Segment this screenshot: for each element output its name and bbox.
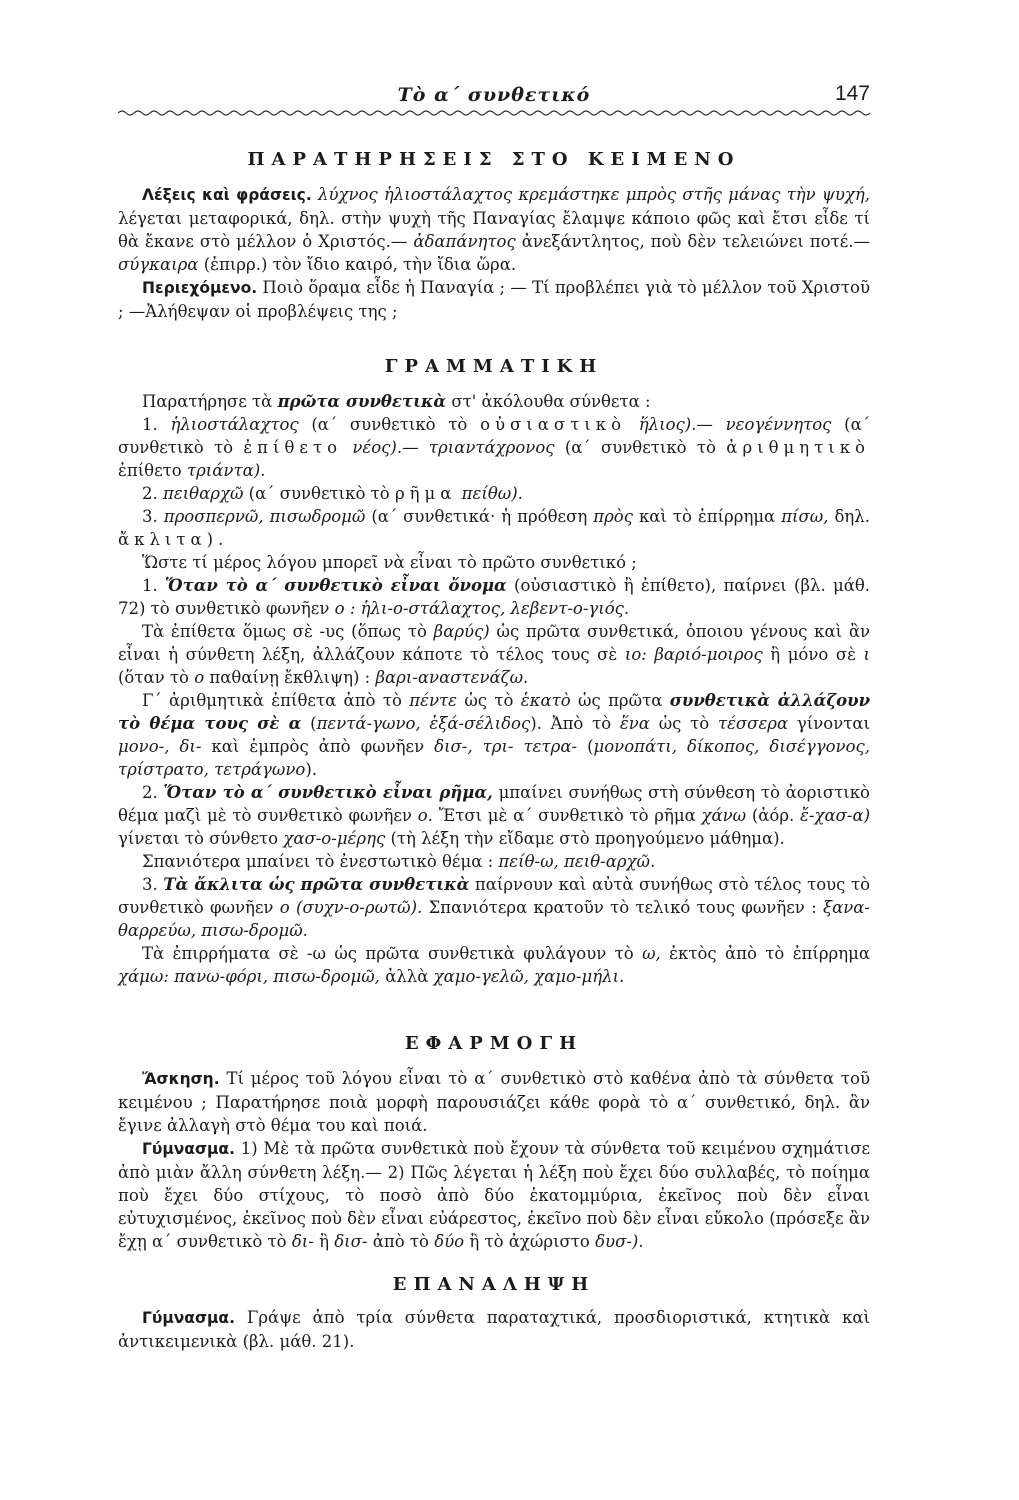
lead-drill: Γύμνασμα. — [142, 1140, 235, 1158]
grammar-example-1: 1. ἡλιοστάλαχτος (α΄ συνθετικὸ τὸ οὐσιαστικὸ ἥλιος).— νεογέννητος (α΄ συνθετικὸ τὸ ἐπίθετο νέος).— τριαντάχρονος (α΄ συνθετικὸ τὸ ἀριθμητικὸ ἐπίθετο τριάντα). — [118, 415, 870, 480]
page-header — [118, 84, 870, 114]
grammar-example-2: 2. πειθαρχῶ (α΄ συνθετικὸ τὸ ρῆμα πείθω). — [142, 484, 523, 503]
header-wavy-rule — [118, 109, 870, 117]
grammar-intro: Παρατήρησε τὰ πρῶτα συνθετικὰ στ' ἀκόλουθα σύνθετα : — [142, 392, 651, 411]
grammar-rule-1-adjectives: Τὰ ἐπίθετα ὅμως σὲ -υς (ὅπως τὸ βαρύς) ὡς πρῶτα συνθετικά, ὁποιου γένους καὶ ἂν εἶναι ἡ σύνθετη λέξη, ἀλλάζουν κάποτε τὸ τέλος τους σὲ ιο: βαριό-μοιρος ἢ μόνο σὲ ι (ὅταν τὸ ο παθαίνῃ ἔκθλιψη) : βαρι-αναστενάζω. — [118, 622, 871, 687]
grammar-example-3: 3. προσπερνῶ, πισωδρομῶ (α΄ συνθετικά· ἡ πρόθεση πρὸς καὶ τὸ ἐπίρρημα πίσω, δηλ. ἄκλιτα). — [118, 507, 870, 549]
section-title-grammar: ΓΡΑΜΜΑΤΙΚΗ — [384, 356, 604, 377]
section-title-observations: ΠΑΡΑΤΗΡΗΣΕΙΣ ΣΤΟ ΚΕΙΜΕΝΟ — [247, 149, 741, 170]
lead-review-drill: Γύμνασμα. — [142, 1309, 235, 1327]
paragraph-words-phrases: Λέξεις καὶ φράσεις. λύχνος ἡλιοστάλαχτος κρεμάστηκε μπρὸς στῆς μάνας τὴν ψυχή, λέγεται μεταφορικά, δηλ. στὴν ψυχὴ τῆς Παναγίας ἔλαμψε κάποιο φῶς καὶ ἔτσι εἶδε τί θὰ ἔκανε στὸ μέλλον ὁ Χριστός.— ἀδαπάνητος ἀνεξάντλητος, ποὺ δὲν τελειώνει ποτέ.— σύγκαιρα (ἐπιρρ.) τὸν ἴδιο καιρό, τὴν ἴδια ὥρα. — [118, 185, 870, 274]
grammar-rule-1-numerals: Γ΄ ἀριθμητικὰ ἐπίθετα ἀπὸ τὸ πέντε ὡς τὸ ἑκατὸ ὡς πρῶτα συνθετικὰ ἀλλάζουν τὸ θέμα τους σὲ α (πεντά-γωνο, ἑξά-σέλιδος). Ἀπὸ τὸ ἕνα ὡς τὸ τέσσερα γίνονται μονο-, δι- καὶ ἐμπρὸς ἀπὸ φωνῆεν δισ-, τρι- τετρα- (μονοπάτι, δίκοπος, δισέγγονος, τρίστρατο, τετράγωνο). — [118, 691, 871, 779]
grammar-rule-2: 2. Ὅταν τὸ α΄ συνθετικὸ εἶναι ρῆμα, μπαίνει συνήθως στὴ σύνθεση τὸ ἀοριστικὸ θέμα μαζὶ μὲ τὸ συνθετικὸ φωνῆεν ο. Ἔτσι μὲ α΄ συνθετικὸ τὸ ρῆμα χάνω (ἀόρ. ἔ-χασ-α) γίνεται τὸ σύνθετο χασ-ο-μέρης (τὴ λέξη τὴν εἴδαμε στὸ προηγούμενο μάθημα). — [118, 783, 871, 848]
section-title-application: ΕΦΑΡΜΟΓΗ — [404, 1033, 584, 1054]
lead-words-phrases: Λέξεις καὶ φράσεις. — [142, 186, 312, 204]
page-number: 147 — [834, 82, 870, 105]
lead-content: Περιεχόμενο. — [142, 279, 258, 297]
running-title: Τὸ α΄ συνθετικό — [397, 84, 591, 106]
grammar-rule-1: 1. Ὅταν τὸ α΄ συνθετικὸ εἶναι ὄνομα (οὐσιαστικὸ ἢ ἐπίθετο), παίρνει (βλ. μάθ. 72) τὸ συνθετικὸ φωνῆεν ο : ἡλι-ο-στάλαχτος, λεβεντ-ο-γιός. — [118, 576, 871, 618]
grammar-rule-3: 3. Τὰ ἄκλιτα ὡς πρῶτα συνθετικὰ παίρνουν καὶ αὐτὰ συνήθως στὸ τέλος τους τὸ συνθετικὸ φωνῆεν ο (συχν-ο-ρωτῶ). Σπανιότερα κρατοῦν τὸ τελικό τους φωνῆεν : ξανα-θαρρεύω, πισω-δρομῶ. — [118, 875, 870, 940]
grammar-question: Ὥστε τί μέρος λόγου μπορεῖ νὰ εἶναι τὸ πρῶτο συνθετικό ; — [142, 553, 637, 572]
page-body — [118, 148, 870, 1353]
grammar-rule-3-adverbs: Τὰ ἐπιρρήματα σὲ -ω ὡς πρῶτα συνθετικὰ φυλάγουν τὸ ω, ἐκτὸς ἀπὸ τὸ ἐπίρρημα χάμω: πανω-φόρι, πισω-δρομῶ, ἀλλὰ χαμο-γελῶ, χαμο-μήλι. — [118, 944, 871, 986]
paragraph-drill: Γύμνασμα. 1) Μὲ τὰ πρῶτα συνθετικὰ ποὺ ἔχουν τὰ σύνθετα τοῦ κειμένου σχημάτισε ἀπὸ μιὰν ἄλλη σύνθετη λέξη.— 2) Πῶς λέγεται ἡ λέξη ποὺ ἔχει δύο συλλαβές, τὸ ποίημα ποὺ ἔχει δύο στίχους, τὸ ποσὸ ἀπὸ δύο ἑκατομμύρια, ἐκεῖνος ποὺ δὲν εἶναι εὐτυχισμένος, ἐκεῖνος ποὺ δὲν εἶναι εὐάρεστος, ἐκεῖνο ποὺ δὲν εἶναι εὔκολο (πρόσεξε ἂν ἔχῃ α΄ συνθετικὸ τὸ δι- ἢ δισ- ἀπὸ τὸ δύο ἢ τὸ ἀχώριστο δυσ-). — [118, 1139, 871, 1251]
paragraph-exercise: Ἄσκηση. Τί μέρος τοῦ λόγου εἶναι τὸ α΄ συνθετικὸ στὸ καθένα ἀπὸ τὰ σύνθετα τοῦ κειμένου ; Παρατήρησε ποιὰ μορφὴ παρουσιάζει κάθε φορὰ τὸ α΄ συνθετικό, δηλ. ἂν ἔγινε ἀλλαγὴ στὸ θέμα του καὶ ποιά. — [118, 1069, 870, 1135]
section-title-review: ΕΠΑΝΑΛΗΨΗ — [392, 1274, 596, 1295]
paragraph-review-drill: Γύμνασμα. Γράψε ἀπὸ τρία σύνθετα παραταχτικά, προσδιοριστικά, κτητικὰ καὶ ἀντικειμενικὰ (βλ. μάθ. 21). — [118, 1308, 871, 1351]
grammar-rule-2-present: Σπανιότερα μπαίνει τὸ ἐνεστωτικὸ θέμα : πείθ-ω, πειθ-αρχῶ. — [142, 852, 656, 871]
lead-exercise: Ἄσκηση. — [142, 1070, 220, 1088]
paragraph-content: Περιεχόμενο. Ποιὸ ὅραμα εἶδε ἡ Παναγία ; — Τί προβλέπει γιὰ τὸ μέλλον τοῦ Χριστοῦ ; —Ἀλήθεψαν οἱ προβλέψεις της ; — [118, 278, 870, 321]
